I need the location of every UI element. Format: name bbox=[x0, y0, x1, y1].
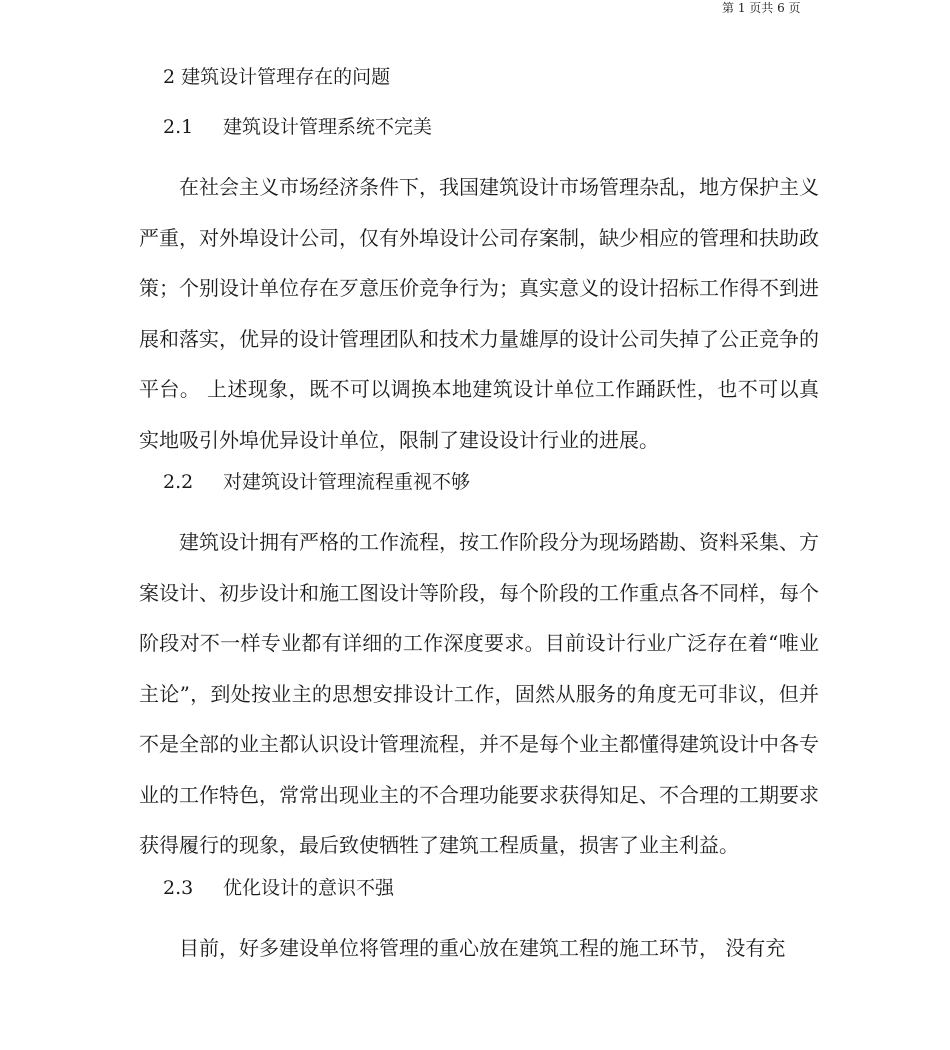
section-2-3-heading bbox=[139, 871, 819, 921]
section-2-2-number: 2.2 bbox=[163, 471, 194, 493]
section-2-3-paragraph: 目前，好多建设单位将管理的重心放在建筑工程的施工环节， 没有充 bbox=[179, 935, 786, 960]
section-2-1-title: 建筑设计管理系统不完美 bbox=[223, 116, 433, 138]
section-2-2-title: 对建筑设计管理流程重视不够 bbox=[223, 471, 471, 493]
section-2-1-heading bbox=[139, 110, 819, 160]
section-2-heading: 2 建筑设计管理存在的问题 bbox=[163, 66, 391, 88]
section-2-3-number: 2.3 bbox=[163, 876, 194, 899]
section-2-1-number: 2.1 bbox=[163, 116, 194, 138]
section-2-1-paragraph: 在社会主义市场经济条件下，我国建筑设计市场管理杂乱，地方保护主义严重，对外埠设计公司，仅有外埠设计公司存案制，缺少相应的管理和扶助政策；个别设计单位存在歹意压价竞争行为；真实意义的设计招标工作得不到进展和落实，优异的设计管理团队和技术力量雄厚的设计公司失掉了公正竞争的平台。 上述现象，既不可以调换本地建筑设计单位工作踊跃性，也不可以真实地吸引外埠优异设计单位，限制了建设设计行业的进展。 bbox=[139, 175, 819, 452]
page-number-header: 第 1 页共 6 页 bbox=[722, 1, 801, 15]
section-2-3-title: 优化设计的意识不强 bbox=[223, 876, 395, 899]
document-body bbox=[139, 60, 819, 973]
section-2-2-paragraph: 建筑设计拥有严格的工作流程，按工作阶段分为现场踏勘、资料采集、方案设计、初步设计和施工图设计等阶段，每个阶段的工作重点各不同样，每个阶段对不一样专业都有详细的工作深度要求。目前设计行业广泛存在着“唯业主论”，到处按业主的思想安排设计工作，固然从服务的角度无可非议，但并不是全部的业主都认识设计管理流程，并不是每个业主都懂得建筑设计中各专业的工作特色，常常出现业主的不合理功能要求获得知足、不合理的工期要求获得履行的现象，最后致使牺牲了建筑工程质量，损害了业主利益。 bbox=[139, 530, 819, 857]
section-2-2-heading bbox=[139, 465, 819, 515]
